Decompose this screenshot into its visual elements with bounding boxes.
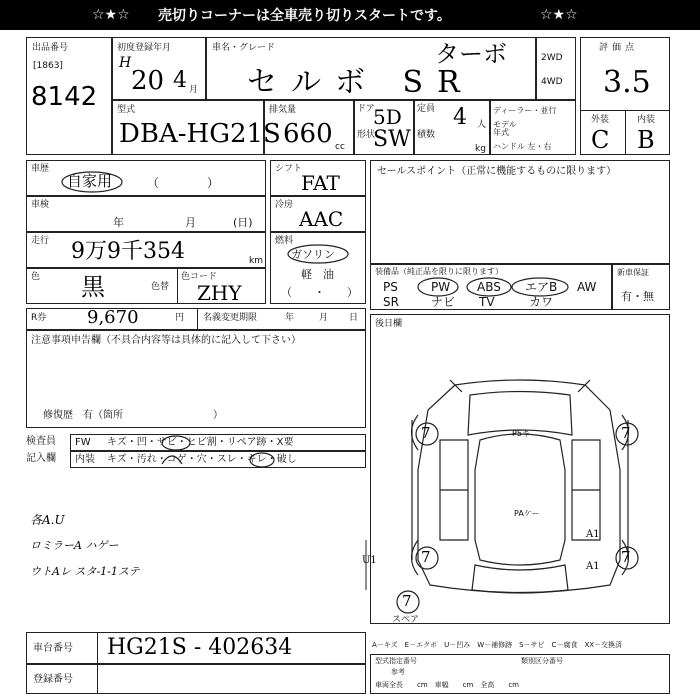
model-year-label: モデル年式 bbox=[493, 120, 517, 137]
inspector-row1-label: FW bbox=[75, 437, 91, 448]
color-code: ZHY bbox=[197, 281, 242, 305]
equip-navi: ナビ bbox=[431, 295, 456, 309]
banner-stars-right: ☆★☆ bbox=[540, 7, 578, 23]
model-label: 型式 bbox=[117, 105, 136, 115]
fuel-label: 燃料 bbox=[275, 236, 294, 246]
chassis-label: 車台番号 bbox=[33, 643, 73, 654]
displacement-unit: cc bbox=[335, 142, 345, 152]
equip-ps: PS bbox=[383, 280, 398, 294]
inspection-month-unit: 月 bbox=[185, 216, 196, 229]
dealer-label: ディーラー・並行 bbox=[493, 106, 557, 115]
mark-a1-lower: A1 bbox=[586, 561, 600, 572]
ext-label: 外装 bbox=[591, 115, 610, 125]
mark-rear-right: 7 bbox=[621, 548, 631, 566]
recycle-label: R券 bbox=[31, 313, 47, 323]
history-paren: （ ） bbox=[147, 176, 220, 190]
doors-label: ドア bbox=[357, 104, 375, 114]
inspector-row2-label: 内装 bbox=[75, 454, 95, 465]
inspector-label1: 検査員 bbox=[26, 436, 56, 447]
registration-label: 登録番号 bbox=[33, 674, 73, 685]
mark-a1-upper: A1 bbox=[586, 529, 600, 540]
cooling-value: AAC bbox=[299, 207, 344, 231]
shift-label: シフト bbox=[275, 164, 303, 174]
inspection-day-unit: (日) bbox=[233, 216, 253, 229]
name-change-day: 日 bbox=[349, 313, 359, 323]
displacement-label: 排気量 bbox=[269, 105, 297, 115]
name-change-label: 名義変更期限 bbox=[203, 313, 258, 323]
drive-2wd: 2WD bbox=[541, 53, 563, 63]
mark-rear-left: 7 bbox=[421, 548, 431, 566]
warranty-value: 有・無 bbox=[621, 290, 654, 303]
doors-value: 5D bbox=[373, 105, 402, 129]
model-value: DBA-HG21S bbox=[119, 119, 281, 149]
color-value: 黒 bbox=[81, 273, 105, 301]
equip-sr: SR bbox=[383, 295, 399, 309]
lot-number: 8142 bbox=[31, 82, 98, 112]
color-code-label: 色コード bbox=[181, 272, 218, 282]
name-change-month: 月 bbox=[319, 313, 329, 323]
lot-sub: [1863] bbox=[33, 61, 63, 71]
history-value: 自家用 bbox=[67, 172, 113, 190]
mark-u1: U1 bbox=[362, 555, 377, 566]
first-reg-month-unit: 月 bbox=[189, 85, 199, 95]
spare-label: スペア bbox=[392, 615, 420, 625]
form-label: 型式指定番号 bbox=[375, 657, 417, 665]
warranty-label: 新車保証 bbox=[617, 268, 649, 277]
load-label: 積数 bbox=[417, 130, 436, 140]
equipment-label: 装備品（純正品を限りに限ります） bbox=[375, 267, 503, 276]
car-grade: ターボ bbox=[435, 40, 507, 68]
handle-label: ハンドル 左・右 bbox=[493, 142, 552, 151]
equip-leather: カワ bbox=[529, 295, 554, 309]
rating-label: 評価点 bbox=[599, 43, 639, 53]
mileage-value: 9万9千354 bbox=[71, 239, 185, 264]
displacement-value: 660 bbox=[283, 119, 333, 149]
load-unit: kg bbox=[475, 144, 486, 154]
inspector-row2-text: キズ・汚れ・コゲ・穴・スレ・キレ・破し bbox=[107, 454, 297, 465]
diagram-label: 後日欄 bbox=[375, 319, 403, 329]
cooling-label: 冷房 bbox=[275, 200, 294, 210]
shift-value: FAT bbox=[301, 171, 340, 195]
equip-abs: ABS bbox=[477, 280, 501, 294]
first-reg-year: 20 bbox=[131, 66, 165, 96]
first-reg-era: H bbox=[119, 55, 132, 71]
capacity-value: 4 bbox=[453, 105, 467, 130]
sales-point-label: セールスポイント（正常に機能するものに限ります） bbox=[377, 166, 617, 177]
note-line-2: ロミラーA ハゲー bbox=[30, 539, 119, 552]
drive-4wd: 4WD bbox=[541, 77, 563, 87]
chassis-box bbox=[26, 632, 366, 664]
notes-label: 注意事項申告欄（不具合内容等は具体的に記入して下さい） bbox=[31, 335, 301, 346]
note-line-1: 各A.U bbox=[30, 513, 65, 527]
shape-value: SW bbox=[373, 127, 411, 152]
fuel-value: ガソリン bbox=[291, 248, 335, 261]
mileage-label: 走行 bbox=[31, 236, 50, 246]
mark-front-left: 7 bbox=[421, 424, 431, 442]
car-name: セルボ SR bbox=[247, 65, 474, 100]
history-label: 車歴 bbox=[31, 164, 50, 174]
lot-label: 出品番号 bbox=[32, 43, 69, 53]
color-change-label: 色替 bbox=[151, 282, 170, 292]
ref-label: 参考 bbox=[391, 668, 405, 676]
dims-label: 車両全長 cm 車幅 cm 全高 cm bbox=[375, 681, 520, 689]
shape-label: 形状 bbox=[357, 130, 376, 140]
fuel-diesel: 軽 油 bbox=[301, 268, 334, 281]
car-name-label: 車名・グレード bbox=[212, 43, 276, 53]
equip-airbag: エアB bbox=[525, 280, 558, 294]
legend-box bbox=[370, 654, 670, 694]
int-label: 内装 bbox=[637, 115, 656, 125]
note-line-3: ウトAレ スタ-1-1ステ bbox=[30, 565, 140, 578]
color-label: 色 bbox=[31, 272, 41, 282]
banner-stars-left: ☆★☆ bbox=[92, 7, 130, 23]
equip-pw: PW bbox=[431, 280, 451, 294]
name-change-year: 年 bbox=[285, 313, 295, 323]
mark-small-1: P5キ bbox=[512, 429, 530, 438]
class-label: 類別区分番号 bbox=[521, 657, 563, 665]
mark-small-2: PAケー bbox=[514, 509, 540, 518]
mark-spare: 7 bbox=[402, 592, 412, 610]
equip-tv: TV bbox=[479, 295, 495, 309]
inspection-year-unit: 年 bbox=[113, 216, 124, 229]
inspection-label: 車検 bbox=[31, 200, 50, 210]
recycle-value: 9,670 bbox=[87, 307, 139, 328]
recycle-unit: 円 bbox=[175, 313, 185, 323]
banner-text: 売切りコーナーは全車売り切りスタートです。 bbox=[158, 8, 451, 24]
capacity-label: 定員 bbox=[417, 104, 436, 114]
first-reg-label: 初度登録年月 bbox=[117, 43, 172, 53]
capacity-unit: 人 bbox=[477, 120, 487, 130]
first-reg-month: 4 bbox=[173, 68, 187, 93]
rating-score: 3.5 bbox=[603, 65, 651, 100]
mileage-unit: km bbox=[249, 256, 263, 266]
fuel-paren: （ ・ ） bbox=[281, 286, 358, 299]
chassis-value: HG21S - 402634 bbox=[107, 635, 293, 660]
inspector-label2: 記入欄 bbox=[26, 453, 56, 464]
ext-grade: C bbox=[591, 126, 610, 154]
mark-front-right: 7 bbox=[621, 424, 631, 442]
int-grade: B bbox=[637, 126, 655, 154]
legend-text: A－キズ E－エクボ U－凹み W－補修跡 S－サビ C－腐食 XX－交換済 bbox=[372, 641, 623, 649]
inspector-row1-text: キズ・凹・サビ・ヒビ割・リペア跡・X要 bbox=[107, 437, 294, 448]
equip-aw: AW bbox=[577, 280, 597, 294]
repair-history: 修復歴 有（箇所 ） bbox=[43, 410, 223, 421]
registration-box bbox=[26, 664, 366, 694]
